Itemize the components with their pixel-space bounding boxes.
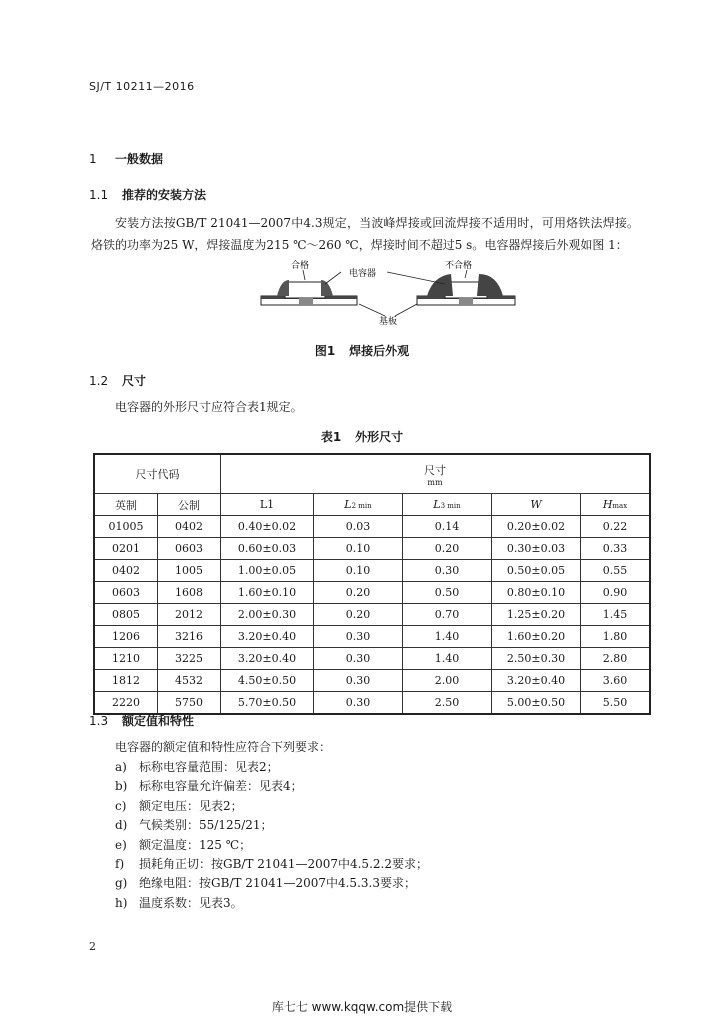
label-capacitor: 电容器 [349,269,377,279]
list-item-label: f) [115,856,125,871]
cell-l2: 0.30 [314,670,403,692]
cell-inch: 0603 [94,582,158,604]
list-item-label: g) [115,876,128,891]
cell-l3: 0.50 [403,582,492,604]
list-item-label: h) [115,895,128,910]
header-l2 [314,494,403,516]
cell-l1: 3.20±0.40 [221,626,314,648]
header-size-code: 尺寸代码 [94,454,221,494]
cell-metric: 1005 [158,560,221,582]
section-number: 1.3 [89,714,109,728]
table-title: 外形尺寸 [355,430,404,444]
section-1-3-heading [89,712,194,729]
cell-inch: 01005 [94,516,158,538]
cell-l2: 0.30 [314,692,403,715]
cell-inch: 0805 [94,604,158,626]
section-title: 推荐的安装方法 [122,188,207,202]
list-item-text: 气候类别：55/125/21； [139,818,273,833]
table-row [94,582,650,604]
table-row [94,648,650,670]
cell-w: 1.60±0.20 [492,626,581,648]
header-metric: 公制 [158,494,221,516]
cell-l3: 2.00 [403,670,492,692]
cell-h: 0.22 [581,516,651,538]
cell-l3: 0.20 [403,538,492,560]
header-inch: 英制 [94,494,158,516]
cell-l1: 1.60±0.10 [221,582,314,604]
cell-h: 5.50 [581,692,651,715]
list-item-label: a) [115,760,127,774]
cell-l1: 5.70±0.50 [221,692,314,715]
cell-w: 2.50±0.30 [492,648,581,670]
list-item [115,777,428,796]
cell-l2: 0.10 [314,560,403,582]
cell-l1: 4.50±0.50 [221,670,314,692]
label-good: 合格 [291,261,310,271]
label-bad: 不合格 [445,261,473,271]
cell-inch: 0402 [94,560,158,582]
dimension-table [93,453,651,715]
cell-l1: 2.00±0.30 [221,604,314,626]
section-title: 额定值和特性 [122,714,195,728]
cell-w: 1.25±0.20 [492,604,581,626]
cell-l1: 0.40±0.02 [221,516,314,538]
cell-l2: 0.03 [314,516,403,538]
table-body [94,516,650,715]
header-h [581,494,651,516]
list-item-text: 标称电容量允许偏差：见表4； [139,779,303,794]
cell-w: 0.20±0.02 [492,516,581,538]
list-item-text: 标称电容量范围：见表2； [139,760,279,774]
section-1-2-heading [89,372,146,389]
cell-l2: 0.10 [314,538,403,560]
section-1-heading [89,150,163,167]
table-row [94,670,650,692]
cell-w: 5.00±0.50 [492,692,581,715]
rating-list [115,758,428,913]
cell-metric: 0402 [158,516,221,538]
cell-l2: 0.30 [314,648,403,670]
table-row [94,560,650,582]
header-h-main: H [602,498,613,511]
list-item [115,797,428,816]
header-l1: L1 [221,494,314,516]
header-l2-main: L [344,498,352,511]
cell-h: 0.33 [581,538,651,560]
cell-l1: 1.00±0.05 [221,560,314,582]
cell-w: 3.20±0.40 [492,670,581,692]
cell-metric: 1608 [158,582,221,604]
cell-h: 3.60 [581,670,651,692]
header-h-sub: max [612,502,628,510]
section-1-1-heading [89,186,206,203]
list-item-text: 绝缘电阻：按GB/T 21041—2007中4.5.3.3要求； [139,876,416,891]
cell-metric: 5750 [158,692,221,715]
download-footer: 库七七 www.kqqw.com提供下载 [271,1000,453,1014]
cell-l3: 0.30 [403,560,492,582]
label-substrate: 基板 [379,317,398,327]
cell-metric: 0603 [158,538,221,560]
table-row [94,604,650,626]
cell-inch: 1206 [94,626,158,648]
section-title: 一般数据 [115,152,164,166]
cell-l3: 0.14 [403,516,492,538]
section-number: 1.1 [89,188,109,202]
table-row [94,692,650,715]
cell-inch: 1812 [94,670,158,692]
page-number: 2 [89,940,96,953]
list-item [115,855,428,874]
cell-l1: 3.20±0.40 [221,648,314,670]
cell-h: 1.80 [581,626,651,648]
installation-paragraph: 安装方法按GB/T 21041—2007中4.3规定，当波峰焊接或回流焊接不适用时，可用烙铁法焊接。烙铁的功率为25 W，焊接温度为215 ℃～260 ℃，焊接时间不超过5 s。电容器焊接后外观如图 1： [91,216,639,252]
list-item-text: 温度系数：见表3。 [139,895,243,910]
header-size-label: 尺寸 [424,463,446,477]
section-title: 尺寸 [122,374,147,388]
list-item-label: d) [115,818,128,833]
cell-h: 1.45 [581,604,651,626]
cell-l3: 2.50 [403,692,492,715]
cell-h: 0.90 [581,582,651,604]
cell-metric: 4532 [158,670,221,692]
header-unit: mm [427,477,443,487]
cell-l3: 0.70 [403,604,492,626]
bad-solder-diagram [417,274,515,305]
cell-metric: 3216 [158,626,221,648]
list-item-label: b) [115,779,128,794]
table-row [94,516,650,538]
cell-metric: 3225 [158,648,221,670]
table-number: 表1 [320,430,342,444]
standard-number: SJ/T 10211—2016 [89,80,195,93]
cell-l3: 1.40 [403,626,492,648]
cell-l2: 0.20 [314,604,403,626]
cell-metric: 2012 [158,604,221,626]
figure-title: 焊接后外观 [349,344,410,358]
table-row [94,626,650,648]
cell-inch: 0201 [94,538,158,560]
section-number: 1 [89,152,97,166]
header-size [221,454,651,494]
list-item [115,758,428,777]
list-item [115,894,428,913]
section-number: 1.2 [89,374,109,388]
cell-l2: 0.30 [314,626,403,648]
dimension-paragraph: 电容器的外形尺寸应符合表1规定。 [115,400,303,414]
table-row [94,538,650,560]
cell-inch: 2220 [94,692,158,715]
figure-number: 图1 [314,344,336,358]
good-solder-diagram [261,280,357,305]
cell-l3: 1.40 [403,648,492,670]
table-caption [0,428,724,445]
header-l3-main: L [433,498,441,511]
cell-w: 0.50±0.05 [492,560,581,582]
figure-caption [0,342,724,359]
list-item-text: 额定温度：125 ℃； [139,837,252,852]
rating-intro: 电容器的额定值和特性应符合下列要求： [115,740,332,754]
cell-l1: 0.60±0.03 [221,538,314,560]
header-l3-sub: 3 min [440,502,461,510]
header-l3 [403,494,492,516]
cell-h: 2.80 [581,648,651,670]
list-item [115,874,428,893]
solder-appearance-figure [255,258,555,328]
cell-w: 0.80±0.10 [492,582,581,604]
cell-w: 0.30±0.03 [492,538,581,560]
list-item-text: 损耗角正切：按GB/T 21041—2007中4.5.2.2要求； [139,856,428,871]
cell-h: 0.55 [581,560,651,582]
header-w: W [492,494,581,516]
list-item-text: 额定电压：见表2； [139,798,243,813]
header-l2-sub: 2 min [351,502,372,510]
list-item-label: c) [115,798,127,813]
list-item-label: e) [115,837,127,852]
cell-inch: 1210 [94,648,158,670]
cell-l2: 0.20 [314,582,403,604]
list-item [115,836,428,855]
list-item [115,816,428,835]
